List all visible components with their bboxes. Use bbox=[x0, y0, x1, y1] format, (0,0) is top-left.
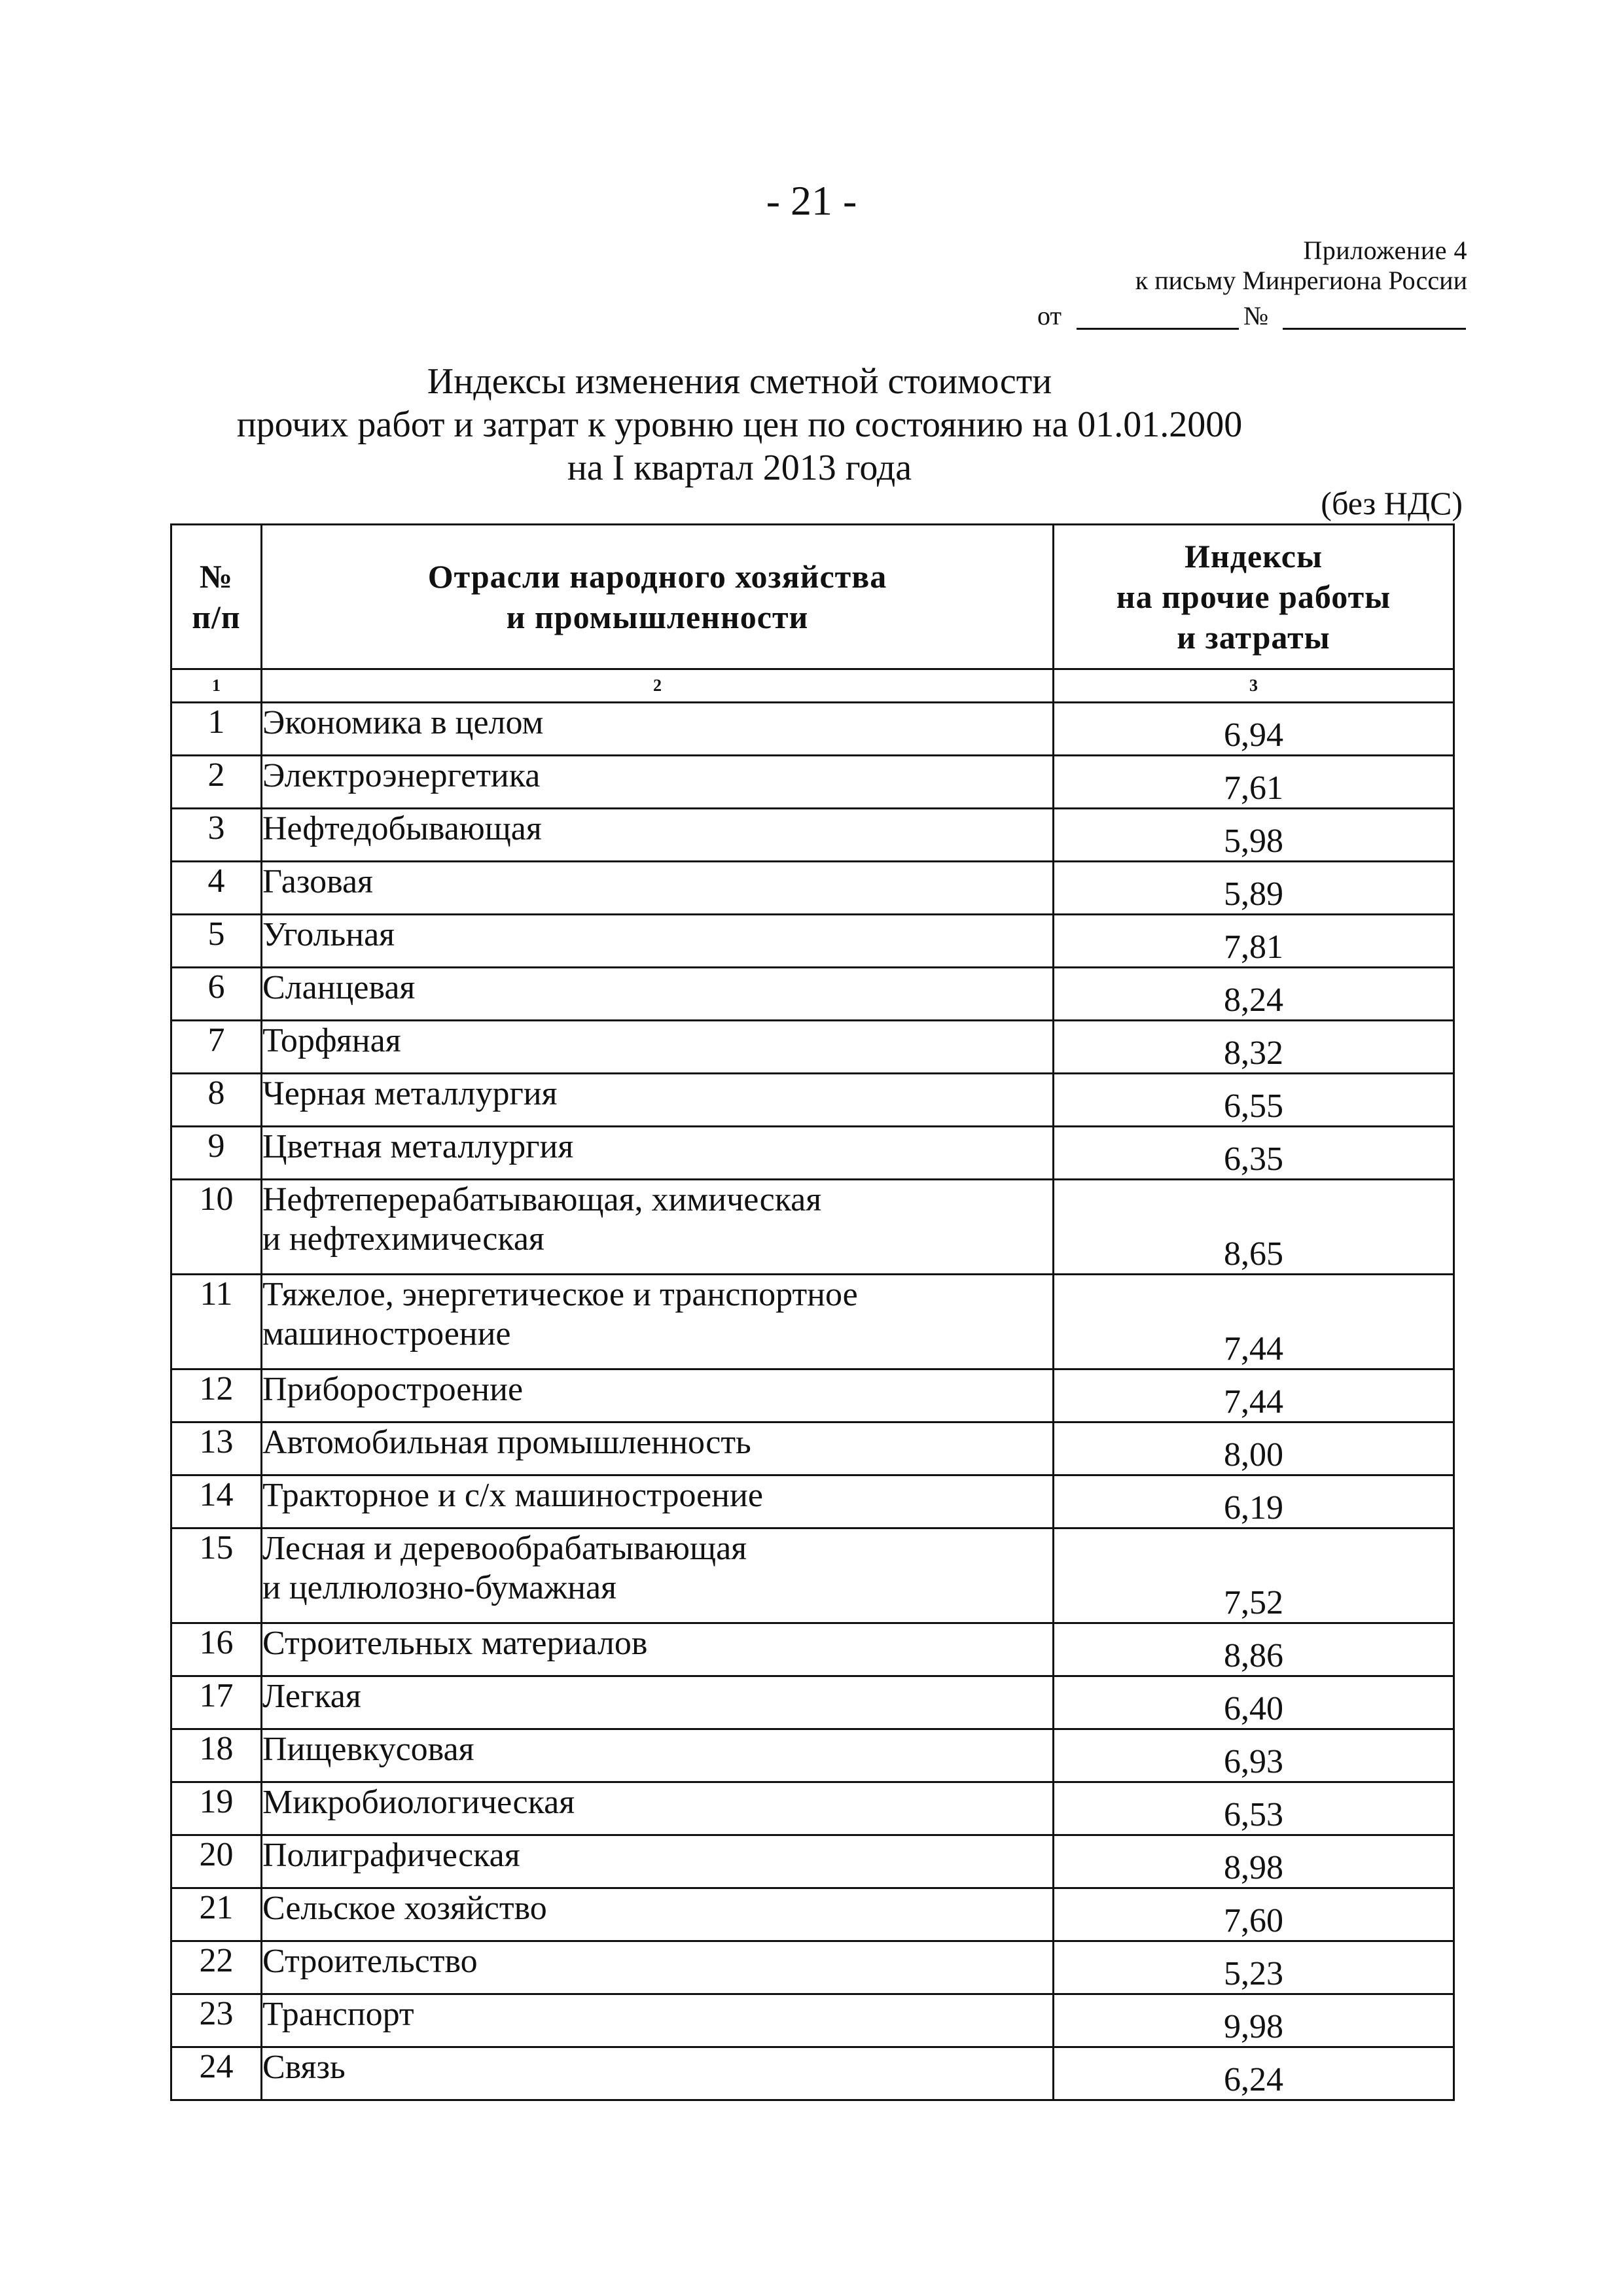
vat-note: (без НДС) bbox=[1321, 485, 1463, 521]
industry-name bbox=[262, 968, 1054, 1021]
index-value: 6,24 bbox=[1054, 2047, 1454, 2100]
table-row bbox=[171, 1074, 1454, 1127]
header-number: № п/п bbox=[171, 525, 262, 669]
industry-name-line: Черная металлургия bbox=[262, 1075, 558, 1112]
table-row bbox=[171, 1888, 1454, 1941]
row-number: 22 bbox=[171, 1941, 262, 1994]
row-number: 5 bbox=[171, 915, 262, 968]
industry-name-line: Микробиологическая bbox=[262, 1784, 575, 1821]
industry-name bbox=[262, 2047, 1054, 2100]
from-label: от bbox=[1037, 301, 1061, 330]
industry-name-line: Строительных материалов bbox=[262, 1625, 648, 1662]
table-row bbox=[171, 1021, 1454, 1074]
industry-name bbox=[262, 1528, 1054, 1623]
column-number: 3 bbox=[1054, 669, 1454, 703]
table-row bbox=[171, 1369, 1454, 1422]
industry-name bbox=[262, 1422, 1054, 1475]
row-number: 3 bbox=[171, 809, 262, 862]
table-row bbox=[171, 1941, 1454, 1994]
table-row bbox=[171, 1422, 1454, 1475]
index-value: 5,98 bbox=[1054, 809, 1454, 862]
industry-name bbox=[262, 1074, 1054, 1127]
column-number: 1 bbox=[171, 669, 262, 703]
industry-name bbox=[262, 1941, 1054, 1994]
index-value: 6,55 bbox=[1054, 1074, 1454, 1127]
appendix-letter: к письму Минрегиона России bbox=[1135, 266, 1467, 295]
industry-name bbox=[262, 703, 1054, 756]
row-number: 12 bbox=[171, 1369, 262, 1422]
page-number: - 21 - bbox=[766, 177, 857, 224]
industry-name-line: Тяжелое, энергетическое и транспортное bbox=[262, 1276, 858, 1313]
row-number: 16 bbox=[171, 1623, 262, 1676]
row-number: 14 bbox=[171, 1475, 262, 1528]
table-row bbox=[171, 809, 1454, 862]
industry-name-line: и целлюлозно-бумажная bbox=[262, 1569, 616, 1606]
industry-name-line: Приборостроение bbox=[262, 1371, 524, 1408]
industry-name bbox=[262, 1623, 1054, 1676]
industry-name bbox=[262, 1021, 1054, 1074]
row-number: 1 bbox=[171, 703, 262, 756]
industry-name-line: Нефтеперерабатывающая, химическая bbox=[262, 1181, 822, 1218]
index-value: 7,44 bbox=[1054, 1369, 1454, 1422]
industry-name-line: Лесная и деревообрабатывающая bbox=[262, 1530, 747, 1567]
table-row bbox=[171, 1528, 1454, 1623]
industry-name-line: Тракторное и с/х машиностроение bbox=[262, 1477, 763, 1514]
table-row bbox=[171, 1994, 1454, 2047]
title-line-1: Индексы изменения сметной стоимости bbox=[427, 361, 1052, 402]
index-value: 7,52 bbox=[1054, 1528, 1454, 1623]
appendix-block bbox=[813, 236, 1467, 296]
column-numbering-row bbox=[171, 669, 1454, 703]
table-row bbox=[171, 2047, 1454, 2100]
row-number: 24 bbox=[171, 2047, 262, 2100]
index-value: 8,65 bbox=[1054, 1180, 1454, 1275]
index-value: 7,44 bbox=[1054, 1275, 1454, 1369]
row-number: 21 bbox=[171, 1888, 262, 1941]
row-number: 2 bbox=[171, 756, 262, 809]
row-number: 9 bbox=[171, 1127, 262, 1180]
row-number: 10 bbox=[171, 1180, 262, 1275]
industry-name bbox=[262, 1782, 1054, 1835]
row-number: 20 bbox=[171, 1835, 262, 1888]
industry-name-line: Сланцевая bbox=[262, 969, 416, 1006]
row-number: 11 bbox=[171, 1275, 262, 1369]
industry-name-line: Нефтедобывающая bbox=[262, 810, 542, 847]
row-number: 7 bbox=[171, 1021, 262, 1074]
table-row bbox=[171, 862, 1454, 915]
industry-name bbox=[262, 756, 1054, 809]
industry-name-line: Легкая bbox=[262, 1678, 361, 1715]
index-value: 8,24 bbox=[1054, 968, 1454, 1021]
index-value: 6,35 bbox=[1054, 1127, 1454, 1180]
title-line-3: на I квартал 2013 года bbox=[567, 448, 912, 488]
table-row bbox=[171, 1835, 1454, 1888]
industry-name bbox=[262, 1729, 1054, 1782]
industry-name-line: Связь bbox=[262, 2049, 346, 2086]
table-row bbox=[171, 968, 1454, 1021]
industry-name-line: Полиграфическая bbox=[262, 1837, 520, 1874]
industry-name-line: Газовая bbox=[262, 863, 373, 900]
document-title bbox=[0, 360, 1479, 489]
row-number: 6 bbox=[171, 968, 262, 1021]
appendix-label: Приложение 4 bbox=[1303, 236, 1467, 265]
row-number: 13 bbox=[171, 1422, 262, 1475]
industry-name bbox=[262, 915, 1054, 968]
table-row bbox=[171, 1275, 1454, 1369]
row-number: 15 bbox=[171, 1528, 262, 1623]
row-number: 4 bbox=[171, 862, 262, 915]
column-number: 2 bbox=[262, 669, 1054, 703]
index-value: 9,98 bbox=[1054, 1994, 1454, 2047]
industry-name bbox=[262, 1835, 1054, 1888]
row-number: 19 bbox=[171, 1782, 262, 1835]
industry-name-line: и нефтехимическая bbox=[262, 1220, 544, 1258]
header-industry: Отрасли народного хозяйства и промышленности bbox=[262, 525, 1054, 669]
index-value: 5,23 bbox=[1054, 1941, 1454, 1994]
row-number: 8 bbox=[171, 1074, 262, 1127]
industry-name bbox=[262, 862, 1054, 915]
table-row bbox=[171, 1127, 1454, 1180]
index-value: 7,61 bbox=[1054, 756, 1454, 809]
index-value: 7,81 bbox=[1054, 915, 1454, 968]
index-value: 8,32 bbox=[1054, 1021, 1454, 1074]
index-value: 6,93 bbox=[1054, 1729, 1454, 1782]
industry-name-line: Сельское хозяйство bbox=[262, 1890, 547, 1927]
indices-table bbox=[170, 523, 1455, 2101]
table-row bbox=[171, 703, 1454, 756]
index-value: 6,94 bbox=[1054, 703, 1454, 756]
row-number: 17 bbox=[171, 1676, 262, 1729]
header-index: Индексы на прочие работы и затраты bbox=[1054, 525, 1454, 669]
industry-name bbox=[262, 1275, 1054, 1369]
industry-name bbox=[262, 1127, 1054, 1180]
index-value: 8,98 bbox=[1054, 1835, 1454, 1888]
industry-name-line: Строительство bbox=[262, 1943, 478, 1980]
date-blank bbox=[1077, 328, 1239, 330]
number-label: № bbox=[1243, 301, 1269, 330]
industry-name bbox=[262, 809, 1054, 862]
industry-name-line: Пищевкусовая bbox=[262, 1731, 474, 1768]
industry-name-line: Цветная металлургия bbox=[262, 1128, 574, 1165]
industry-name-line: Электроэнергетика bbox=[262, 757, 541, 794]
industry-name-line: Торфяная bbox=[262, 1022, 401, 1059]
industry-name-line: Экономика в целом bbox=[262, 704, 544, 741]
industry-name bbox=[262, 1180, 1054, 1275]
table-row bbox=[171, 915, 1454, 968]
index-value: 8,86 bbox=[1054, 1623, 1454, 1676]
row-number: 18 bbox=[171, 1729, 262, 1782]
industry-name bbox=[262, 1994, 1054, 2047]
table-row bbox=[171, 1729, 1454, 1782]
table-row bbox=[171, 1676, 1454, 1729]
index-value: 5,89 bbox=[1054, 862, 1454, 915]
table-row bbox=[171, 1782, 1454, 1835]
table-row bbox=[171, 756, 1454, 809]
industry-name bbox=[262, 1369, 1054, 1422]
industry-name-line: Автомобильная промышленность bbox=[262, 1424, 751, 1461]
industry-name bbox=[262, 1475, 1054, 1528]
table-row bbox=[171, 1623, 1454, 1676]
index-value: 6,19 bbox=[1054, 1475, 1454, 1528]
table-row bbox=[171, 1180, 1454, 1275]
industry-name-line: машиностроение bbox=[262, 1315, 511, 1352]
row-number: 23 bbox=[171, 1994, 262, 2047]
letter-reference-line bbox=[1037, 298, 1469, 332]
industry-name-line: Угольная bbox=[262, 916, 395, 953]
industry-name bbox=[262, 1676, 1054, 1729]
index-value: 6,40 bbox=[1054, 1676, 1454, 1729]
number-blank bbox=[1283, 328, 1466, 330]
index-value: 8,00 bbox=[1054, 1422, 1454, 1475]
table-header-row bbox=[171, 525, 1454, 669]
title-line-2: прочих работ и затрат к уровню цен по состоянию на 01.01.2000 bbox=[236, 404, 1243, 445]
index-value: 6,53 bbox=[1054, 1782, 1454, 1835]
table-row bbox=[171, 1475, 1454, 1528]
industry-name bbox=[262, 1888, 1054, 1941]
industry-name-line: Транспорт bbox=[262, 1996, 414, 2033]
index-value: 7,60 bbox=[1054, 1888, 1454, 1941]
